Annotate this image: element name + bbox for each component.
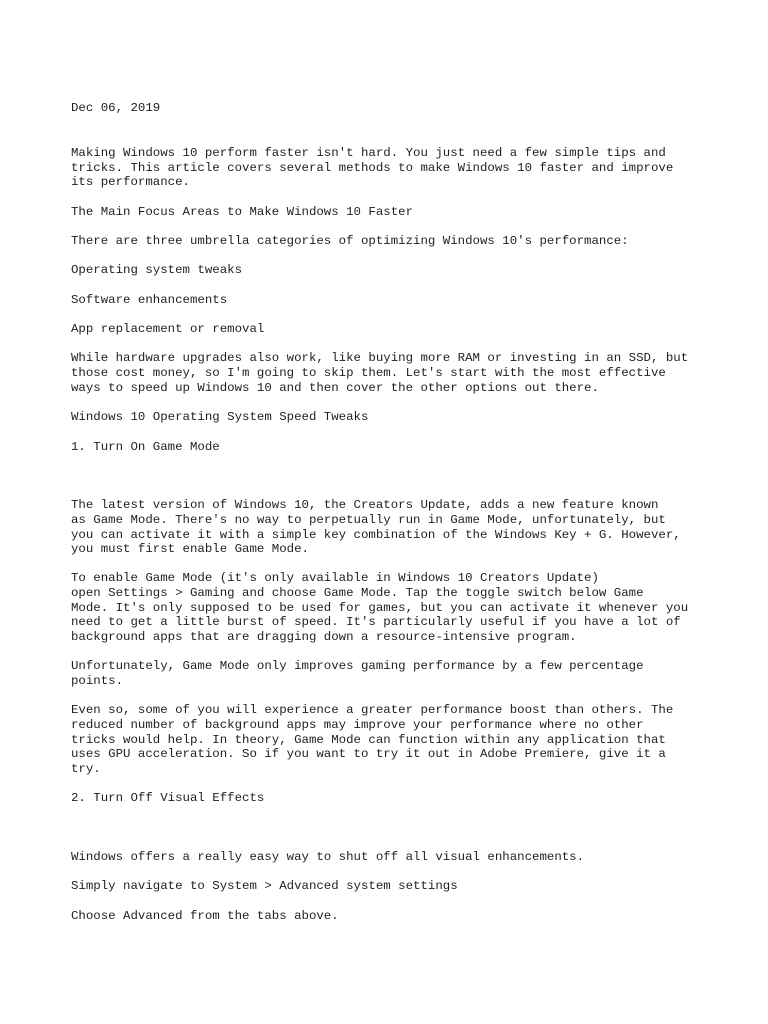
- category-item: Operating system tweaks: [71, 263, 243, 277]
- game-mode-line: Mode. It's only supposed to be used for games, but you can activate it whenever you: [71, 601, 689, 615]
- hardware-line: ways to speed up Windows 10 and then cover the other options out there.: [71, 381, 599, 395]
- game-mode-line: Even so, some of you will experience a greater performance boost than others. The: [71, 703, 674, 717]
- intro-line: tricks. This article covers several methods to make Windows 10 faster and improve: [71, 161, 674, 175]
- categories-intro: There are three umbrella categories of optimizing Windows 10's performance:: [71, 234, 629, 248]
- visual-effects-paragraph: Simply navigate to System > Advanced system settings: [71, 879, 458, 893]
- game-mode-line: The latest version of Windows 10, the Creators Update, adds a new feature known: [71, 498, 659, 512]
- visual-effects-paragraph: Choose Advanced from the tabs above.: [71, 909, 339, 923]
- game-mode-line: reduced number of background apps may improve your performance where no other: [71, 718, 644, 732]
- game-mode-line: you must first enable Game Mode.: [71, 542, 309, 556]
- article-date: Dec 06, 2019: [71, 101, 161, 115]
- game-mode-line: try.: [71, 762, 101, 776]
- intro-line: its performance.: [71, 175, 190, 189]
- game-mode-line: you can activate it with a simple key combination of the Windows Key + G. However,: [71, 528, 681, 542]
- game-mode-line: as Game Mode. There's no way to perpetually run in Game Mode, unfortunately, but: [71, 513, 666, 527]
- game-mode-line: To enable Game Mode (it's only available in Windows 10 Creators Update): [71, 571, 599, 585]
- game-mode-line: uses GPU acceleration. So if you want to try it out in Adobe Premiere, give it a: [71, 747, 666, 761]
- category-item: App replacement or removal: [71, 322, 265, 336]
- category-item: Software enhancements: [71, 293, 228, 307]
- hardware-line: While hardware upgrades also work, like buying more RAM or investing in an SSD, but: [71, 351, 689, 365]
- game-mode-line: tricks would help. In theory, Game Mode can function within any application that: [71, 733, 666, 747]
- game-mode-line: open Settings > Gaming and choose Game Mode. Tap the toggle switch below Game: [71, 586, 644, 600]
- visual-effects-paragraph: Windows offers a really easy way to shut off all visual enhancements.: [71, 850, 585, 864]
- game-mode-line: Unfortunately, Game Mode only improves gaming performance by a few percentage: [71, 659, 644, 673]
- missing-image-icon: ￼: [71, 822, 76, 830]
- step-heading-visual-effects: 2. Turn Off Visual Effects: [71, 791, 265, 805]
- section-heading-focus-areas: The Main Focus Areas to Make Windows 10 Faster: [71, 205, 414, 219]
- missing-image-icon: ￼: [71, 471, 76, 479]
- intro-line: Making Windows 10 perform faster isn't hard. You just need a few simple tips and: [71, 146, 666, 160]
- section-heading-os-tweaks: Windows 10 Operating System Speed Tweaks: [71, 410, 369, 424]
- game-mode-line: background apps that are dragging down a resource-intensive program.: [71, 630, 577, 644]
- hardware-line: those cost money, so I'm going to skip them. Let's start with the most effective: [71, 366, 666, 380]
- step-heading-game-mode: 1. Turn On Game Mode: [71, 440, 220, 454]
- game-mode-line: points.: [71, 674, 124, 688]
- game-mode-line: need to get a little burst of speed. It's particularly useful if you have a lot of: [71, 615, 681, 629]
